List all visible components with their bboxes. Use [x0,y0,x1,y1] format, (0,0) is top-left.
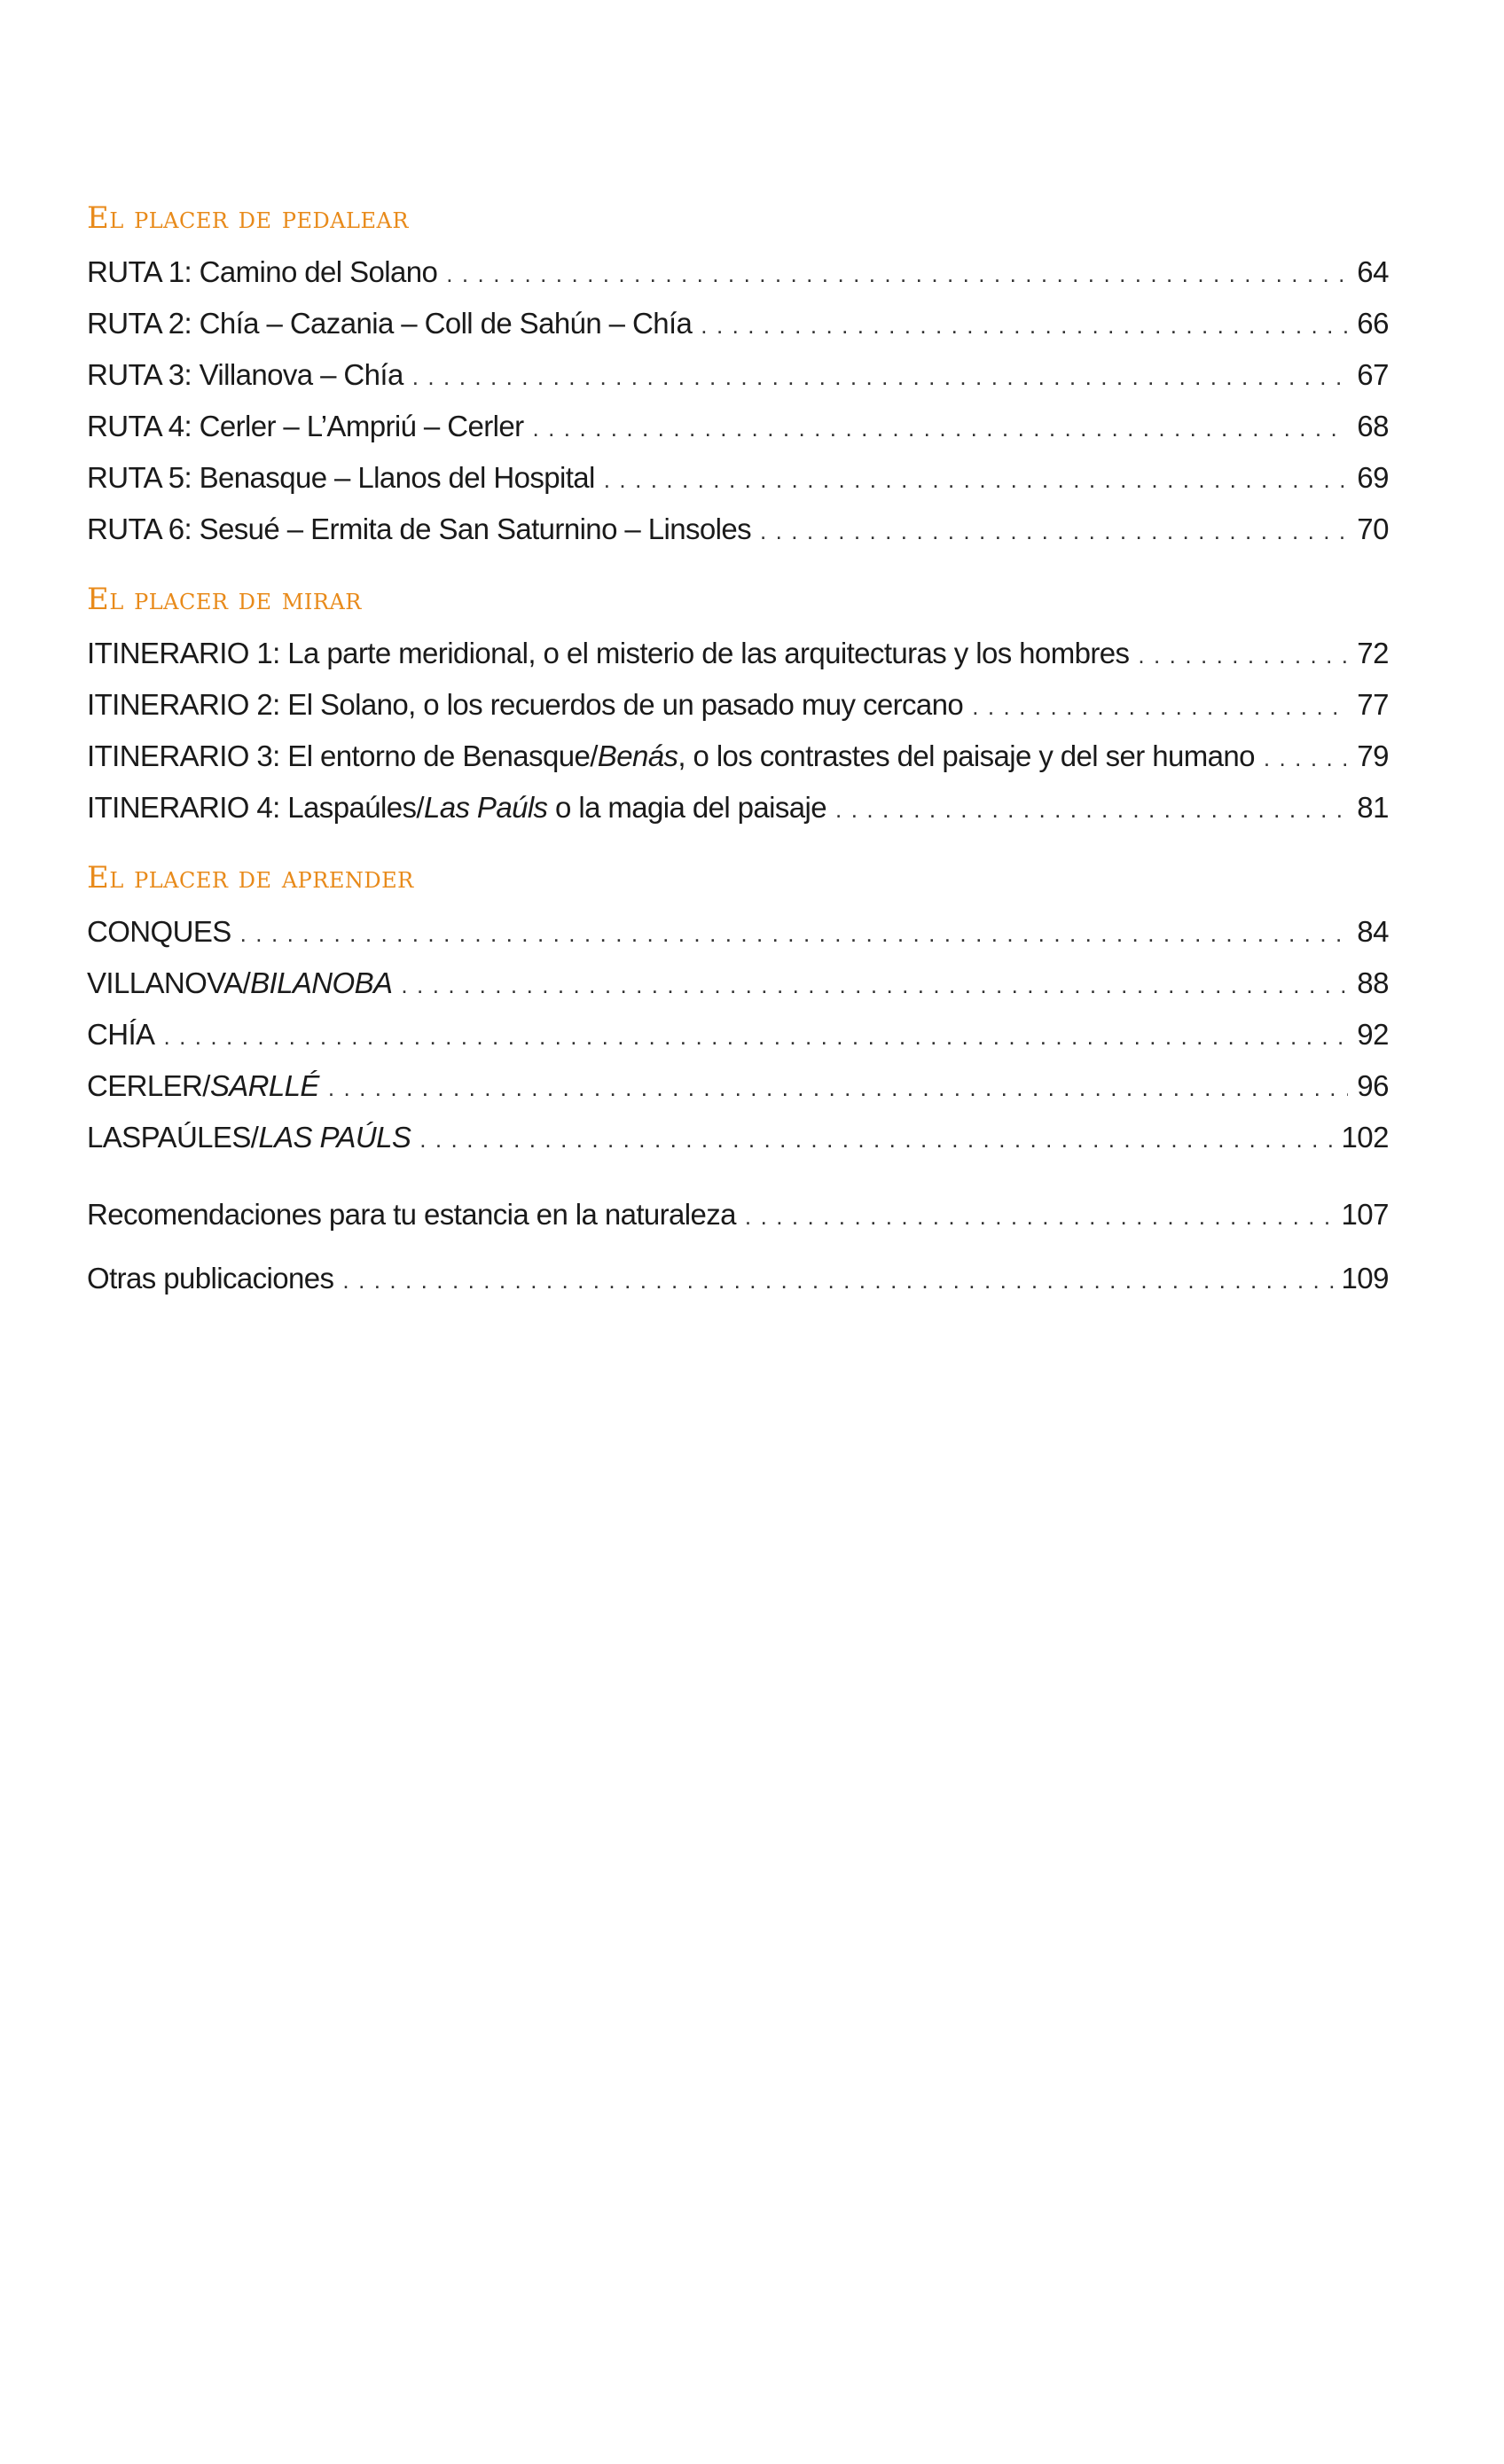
toc-entry[interactable] [87,298,1389,349]
toc-entry[interactable] [87,504,1389,555]
dot-leader [446,248,1348,300]
entry-title-italic: BILANOBA [250,966,393,999]
toc-entry[interactable] [87,1183,1389,1247]
entry-title: Otras publicaciones [87,1262,334,1295]
entry-page: 84 [1357,915,1389,948]
toc-entry[interactable] [87,349,1389,401]
entry-title: ITINERARIO 1: La parte meridional, o el misterio de las arquitecturas y los hombres [87,637,1130,669]
dot-leader [401,959,1348,1011]
toc-entry[interactable] [87,246,1389,298]
entry-page: 92 [1357,1018,1389,1051]
section-mirar [87,578,1389,833]
dot-leader [240,908,1348,959]
toc-list [87,906,1389,1163]
toc-list [87,246,1389,555]
entry-title-italic: LAS PAÚLS [258,1121,411,1154]
entry-page: 109 [1341,1262,1389,1295]
entry-title: Recomendaciones para tu estancia en la naturaleza [87,1198,736,1231]
toc-entry[interactable] [87,906,1389,958]
entry-page: 67 [1357,358,1389,391]
section-heading: El placer de mirar [87,582,362,617]
entry-title: ITINERARIO 4: Laspaúles/Las Paúls o la magia del paisaje [87,791,827,824]
entry-title: CONQUES [87,915,231,948]
dot-leader [835,784,1348,835]
toc-entry[interactable] [87,1060,1389,1112]
dot-leader [604,454,1348,505]
entry-title: RUTA 6: Sesué – Ermita de San Saturnino – Linsoles [87,512,751,545]
table-of-contents [87,197,1389,1310]
entry-page: 88 [1357,966,1389,999]
entry-page: 107 [1341,1198,1389,1231]
toc-entry[interactable] [87,679,1389,731]
entry-page: 70 [1357,512,1389,545]
dot-leader [760,505,1348,557]
entry-title: CERLER/SARLLÉ [87,1069,319,1102]
dot-leader [701,300,1348,351]
entry-title-italic: Las Paúls [423,791,548,824]
entry-page: 96 [1357,1069,1389,1102]
dot-leader [745,1185,1336,1248]
entry-page: 77 [1357,688,1389,721]
entry-title: RUTA 4: Cerler – L’Ampriú – Cerler [87,410,524,442]
toc-entry[interactable] [87,958,1389,1009]
dot-leader [972,681,1348,732]
entry-page: 102 [1341,1121,1389,1154]
dot-leader [412,351,1348,403]
entry-title: ITINERARIO 3: El entorno de Benasque/Benás, o los contrastes del paisaje y del ser humano [87,739,1255,772]
dot-leader [419,1114,1336,1165]
entry-page: 81 [1357,791,1389,824]
dot-leader [1138,630,1348,681]
toc-entry[interactable] [87,1009,1389,1060]
section-pedalear [87,197,1389,555]
toc-entry[interactable] [87,628,1389,679]
entry-title: CHÍA [87,1018,155,1051]
dot-leader [163,1011,1348,1062]
toc-entry[interactable] [87,731,1389,782]
toc-entry[interactable] [87,452,1389,504]
entry-page: 72 [1357,637,1389,669]
entry-title: RUTA 3: Villanova – Chía [87,358,403,391]
entry-page: 69 [1357,461,1389,494]
entry-title: RUTA 2: Chía – Cazania – Coll de Sahún – Chía [87,307,693,340]
toc-entry[interactable] [87,1112,1389,1163]
section-heading: El placer de pedalear [87,200,409,236]
entry-title: VILLANOVA/BILANOBA [87,966,393,999]
entry-page: 68 [1357,410,1389,442]
dot-leader [533,403,1349,454]
toc-entry[interactable] [87,1247,1389,1310]
toc-entry[interactable] [87,401,1389,452]
entry-title: LASPAÚLES/LAS PAÚLS [87,1121,411,1154]
entry-title-italic: Benás [597,739,678,772]
dot-leader [328,1062,1348,1114]
section-heading: El placer de aprender [87,860,414,896]
extra-entries [87,1183,1389,1310]
entry-title: RUTA 1: Camino del Solano [87,255,438,288]
dot-leader [1264,732,1348,784]
toc-entry[interactable] [87,782,1389,833]
entry-page: 64 [1357,255,1389,288]
dot-leader [342,1248,1336,1312]
entry-title-italic: SARLLÉ [209,1069,319,1102]
toc-list [87,628,1389,833]
entry-title: ITINERARIO 2: El Solano, o los recuerdos de un pasado muy cercano [87,688,964,721]
entry-page: 66 [1357,307,1389,340]
entry-title: RUTA 5: Benasque – Llanos del Hospital [87,461,595,494]
section-aprender [87,857,1389,1163]
entry-page: 79 [1357,739,1389,772]
